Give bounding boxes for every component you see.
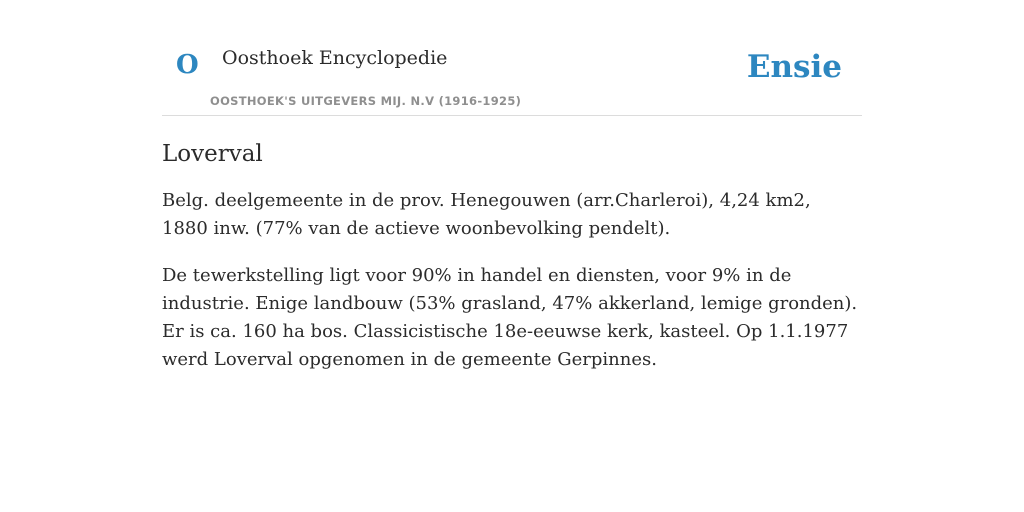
article-body (162, 138, 862, 393)
entry-title: Loverval (162, 141, 263, 167)
article-paragraph: De tewerkstelling ligt voor 90% in handel en diensten, voor 9% in de industrie. Enige landbouw (53% grasland, 47% akkerland, lemige gronden). Er is ca. 160 ha bos. Classicistische 18e-eeuwse kerk, kasteel. Op 1.1.1977 werd Loverval opgenomen in de gemeente Gerpinnes. (162, 265, 858, 371)
site-title[interactable]: Oosthoek Encyclopedie (222, 47, 448, 69)
article-paragraph: Belg. deelgemeente in de prov. Henegouwen (arr.Charleroi), 4,24 km2, 1880 inw. (77% van de actieve woonbevolking pendelt). (162, 190, 811, 240)
site-header (162, 38, 862, 116)
logo-icon[interactable]: O (176, 50, 199, 80)
publisher-subtitle: OOSTHOEK'S UITGEVERS MIJ. N.V (1916-1925) (210, 94, 522, 108)
brand-logo[interactable]: Ensie (746, 49, 842, 85)
